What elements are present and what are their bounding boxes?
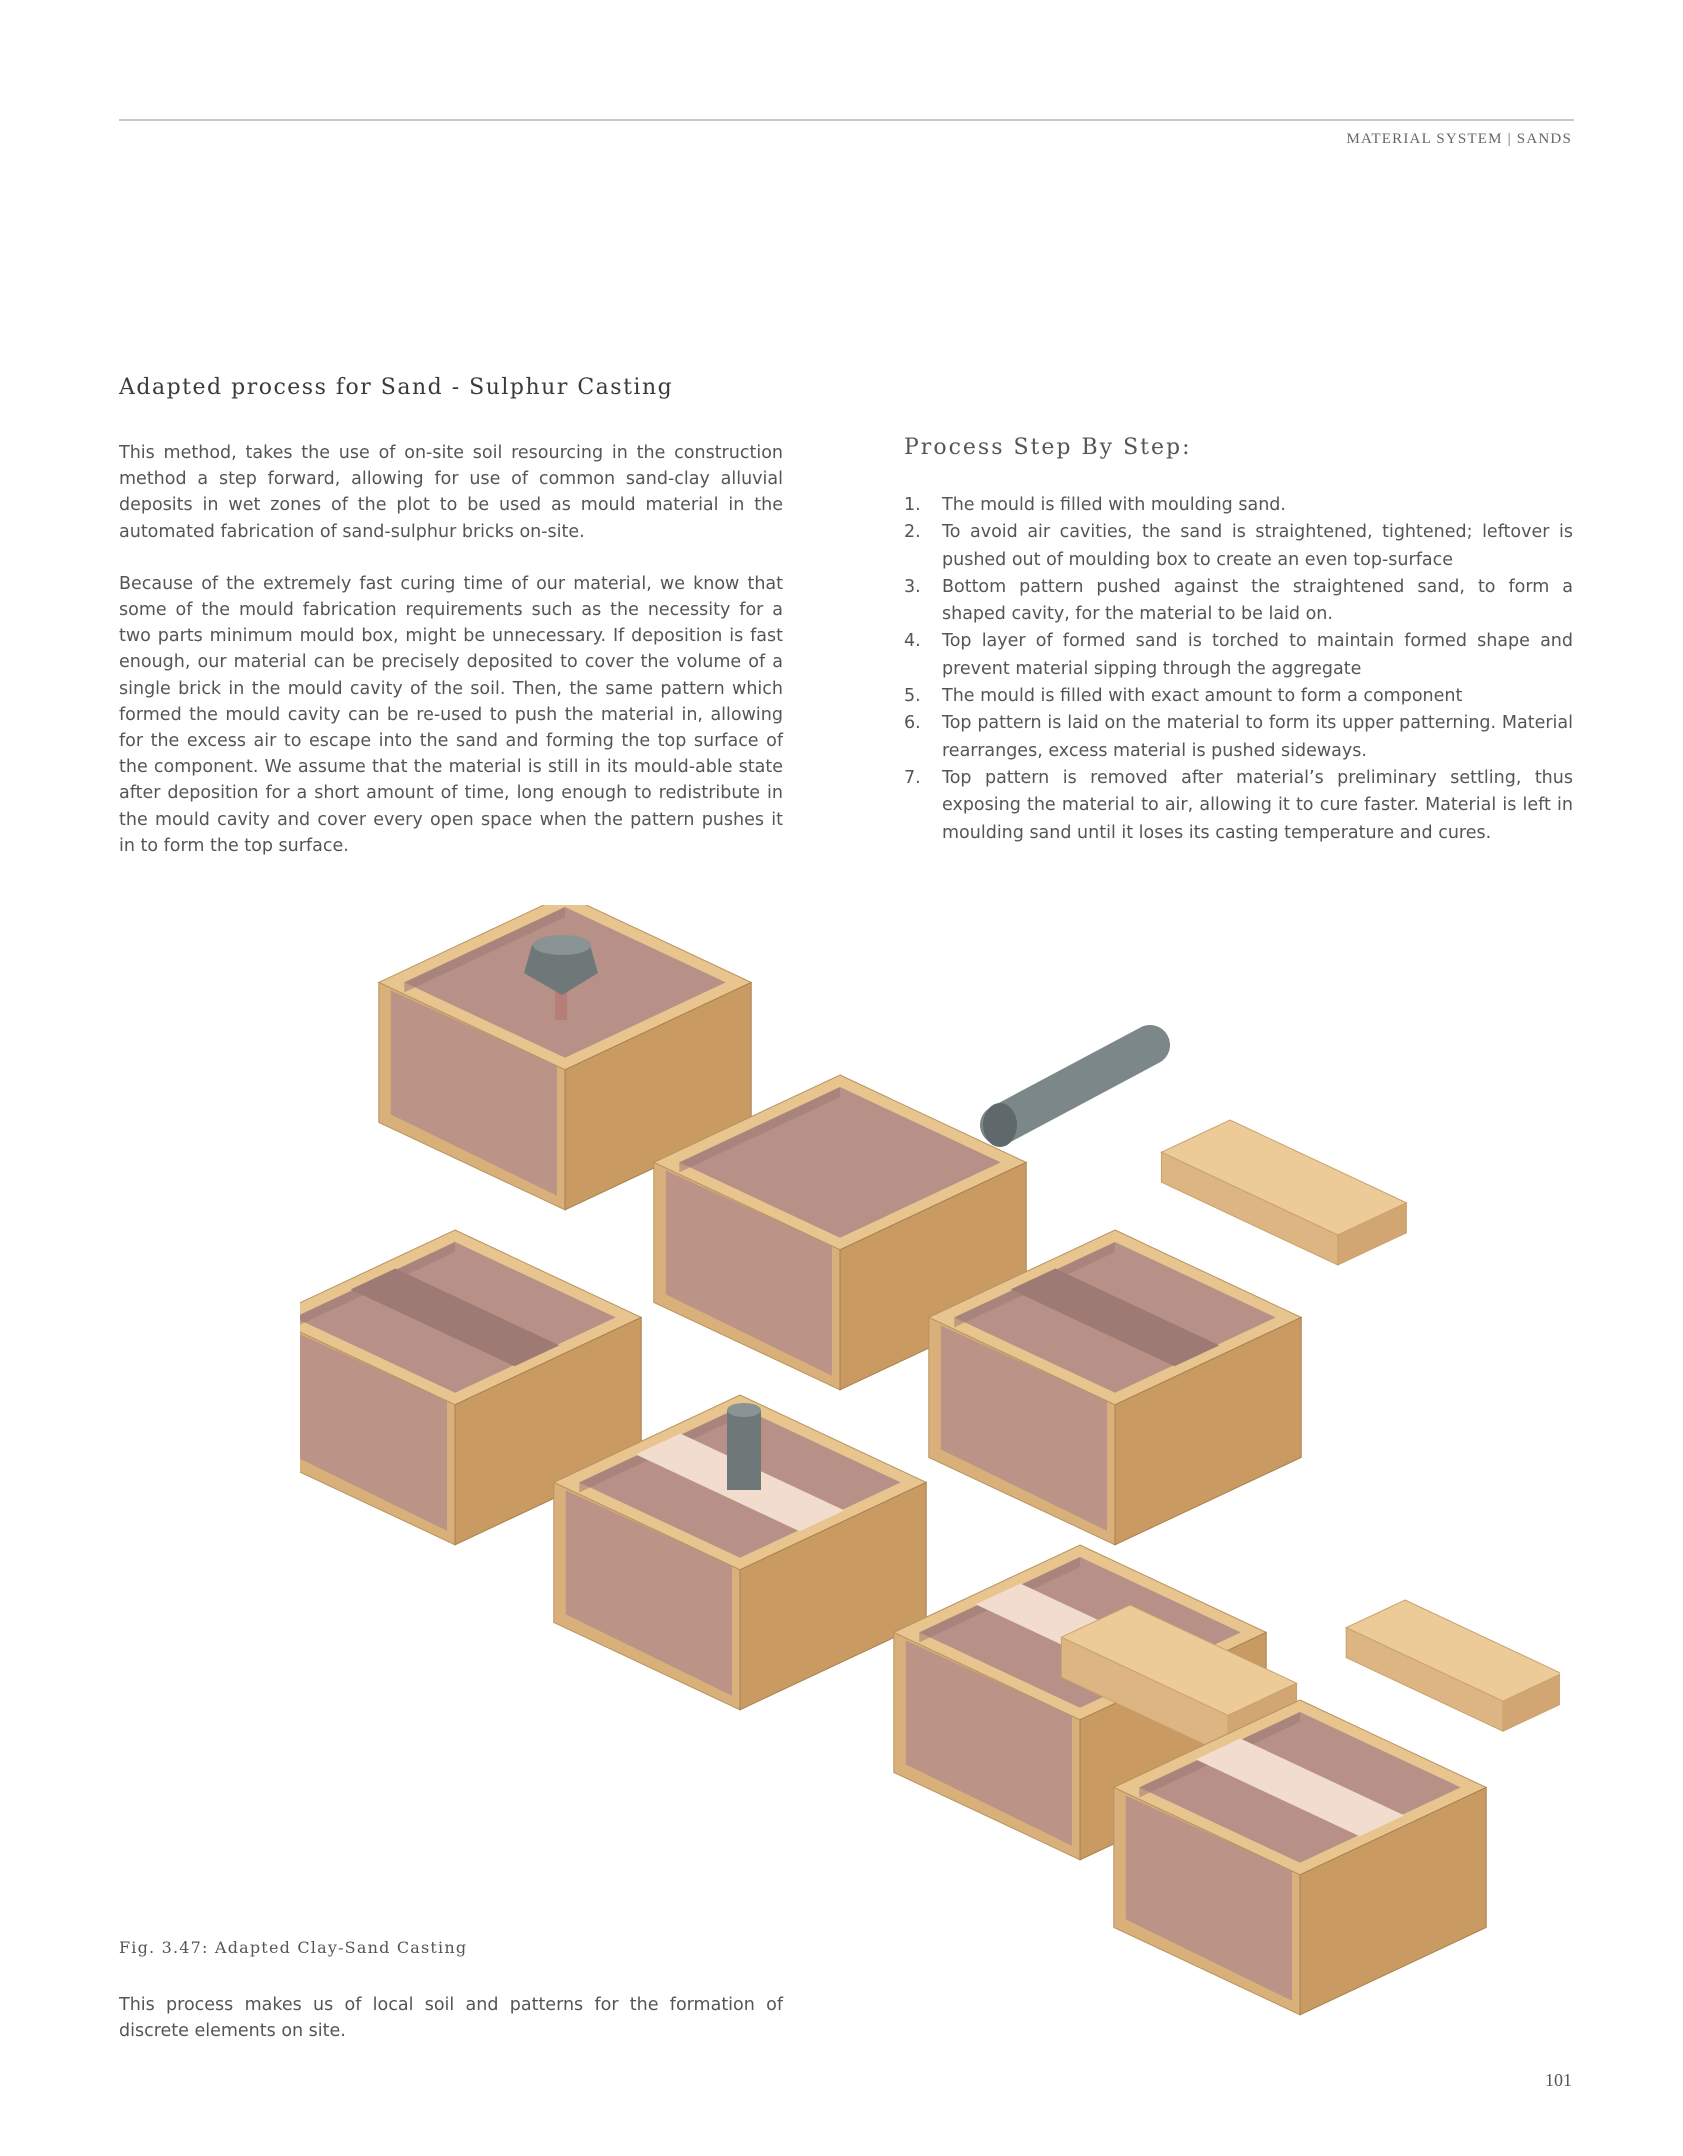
step-number: 3. <box>904 576 921 597</box>
step-text: The mould is filled with exact amount to form a component <box>942 686 1463 707</box>
step-text: Bottom pattern pushed against the straightened sand, to form a shaped cavity, for the material to be laid on. <box>942 576 1573 625</box>
page-number: 101 <box>1545 2070 1572 2090</box>
process-step <box>904 628 1573 683</box>
process-step <box>904 492 1573 519</box>
casting-process-figure <box>300 905 1560 2050</box>
roller-tube <box>1000 1045 1150 1125</box>
figure-description-text: This process makes us of local soil and patterns for the formation of discrete elements on site. <box>119 1995 783 2042</box>
process-step <box>904 765 1573 847</box>
section-title: Adapted process for Sand - Sulphur Casting <box>119 375 674 400</box>
step-number: 2. <box>904 522 921 543</box>
step-number: 5. <box>904 686 921 707</box>
body-text <box>119 440 783 859</box>
process-step <box>904 683 1573 710</box>
roller-end <box>983 1103 1017 1147</box>
step-text: To avoid air cavities, the sand is straightened, tightened; leftover is pushed out of moulding box to create an even top-surface <box>942 522 1573 570</box>
header-rule <box>119 119 1574 121</box>
step-number: 6. <box>904 713 921 734</box>
step-number: 1. <box>904 495 921 515</box>
step-text: Top layer of formed sand is torched to maintain formed shape and prevent material sipping through the aggregate <box>942 631 1573 679</box>
step-text: The mould is filled with moulding sand. <box>942 495 1286 515</box>
step-number: 7. <box>904 767 921 788</box>
body-paragraph: Because of the extremely fast curing time of our material, we know that some of the mould fabrication requirements such as the necessity for a two parts minimum mould box, might be unnecessary. If deposition is fast enough, our material can be precisely deposited to cover the volume of a single brick in the mould cavity of the soil. Then, the same pattern which formed the mould cavity can be re-used to push the material in, allowing for the excess air to escape into the sand and forming the top surface of the component. We assume that the material is still in its mould-able state after deposition for a short amount of time, long enough to redistribute in the mould cavity and cover every open space when the pattern pushes it in to form the top surface. <box>119 573 783 856</box>
body-paragraph: This method, takes the use of on-site soil resourcing in the construction method a step forward, allowing for use of common sand-clay alluvial deposits in wet zones of the plot to be used as mould material in the automated fabrication of sand-sulphur bricks on-site. <box>119 443 783 542</box>
nozzle-cap <box>727 1403 761 1417</box>
process-steps-list <box>904 492 1573 847</box>
figure-caption: Fig. 3.47: Adapted Clay-Sand Casting <box>119 1938 468 1957</box>
process-step <box>904 574 1573 629</box>
figure-description <box>119 1992 783 2044</box>
process-step <box>904 519 1573 574</box>
step-number: 4. <box>904 631 921 652</box>
nozzle-top <box>533 935 591 955</box>
process-title: Process Step By Step: <box>904 435 1192 460</box>
step-text: Top pattern is laid on the material to form its upper patterning. Material rearranges, excess material is pushed sideways. <box>942 713 1573 761</box>
process-step <box>904 710 1573 765</box>
running-head: MATERIAL SYSTEM | SANDS <box>1346 131 1572 147</box>
deposition-nozzle <box>727 1410 761 1490</box>
step-text: Top pattern is removed after material’s preliminary settling, thus exposing the material to air, allowing it to cure faster. Material is left in moulding sand until it loses its casting temperature and cures. <box>942 767 1573 843</box>
